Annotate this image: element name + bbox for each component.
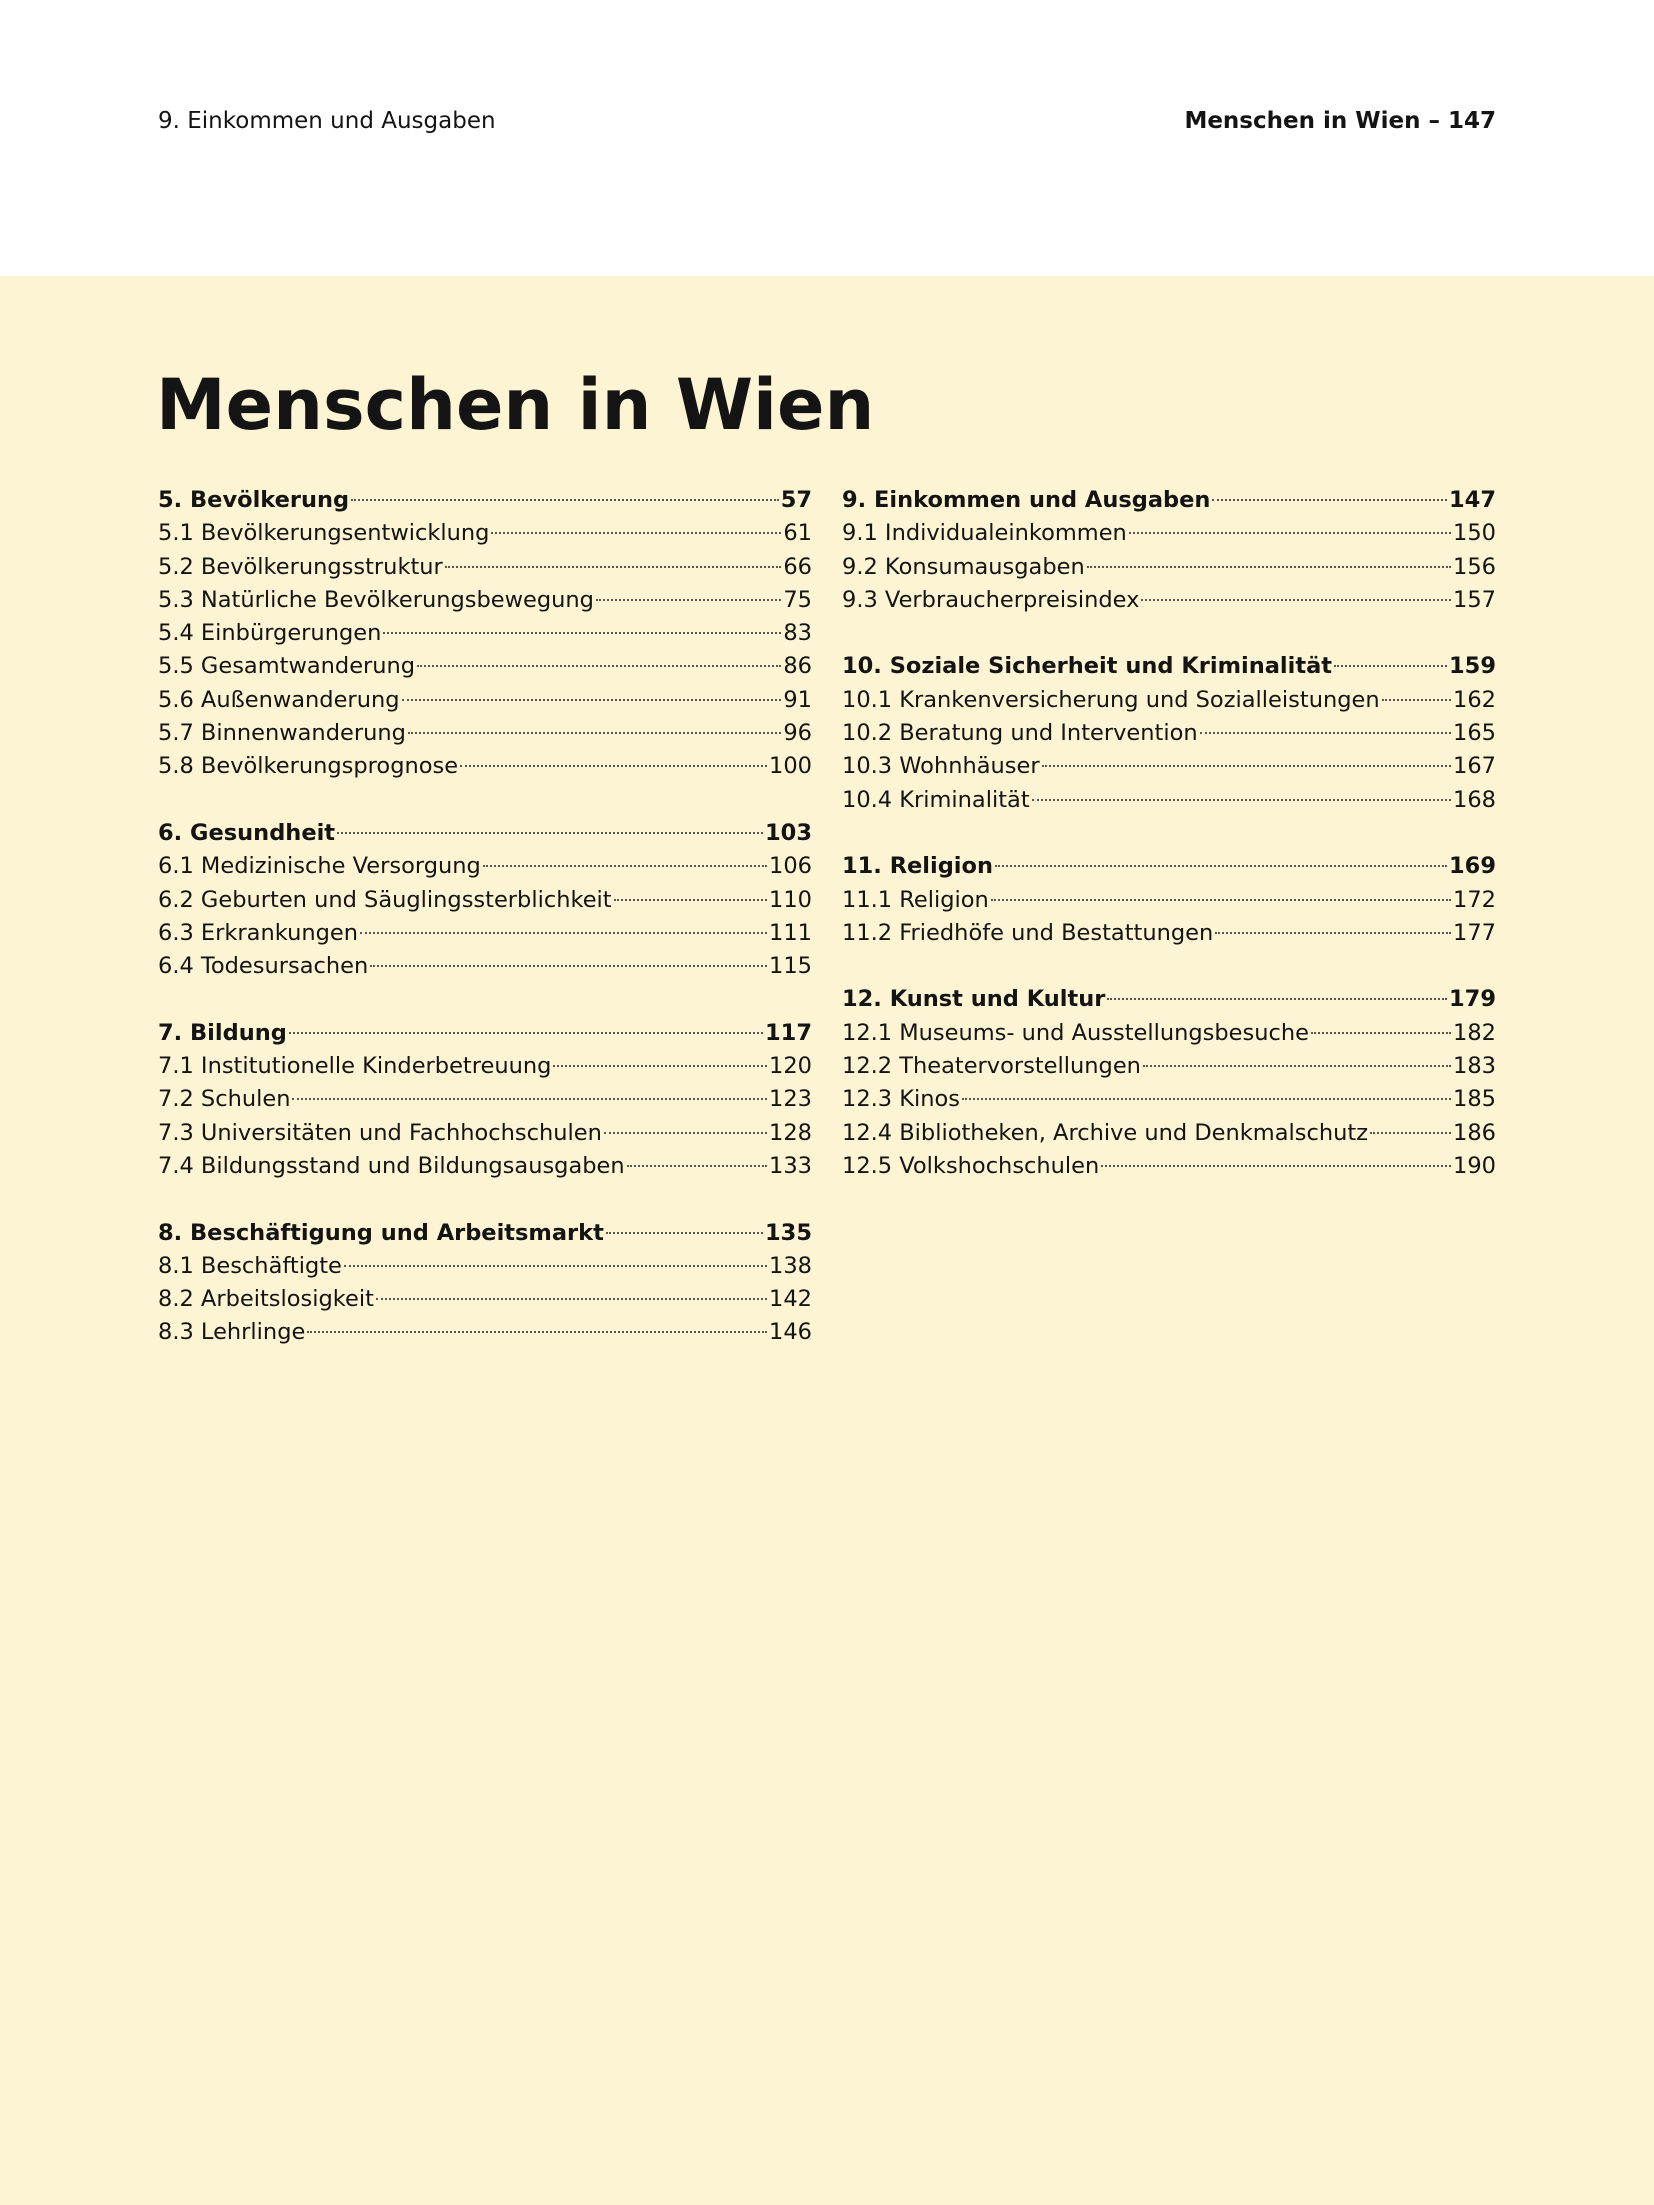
- dot-leader: [995, 865, 1447, 867]
- book-page-label: Menschen in Wien – 147: [1184, 108, 1496, 134]
- toc-page-number: 106: [769, 853, 812, 880]
- dot-leader: [1129, 532, 1451, 534]
- toc-entry[interactable]: [842, 551, 1496, 584]
- toc-page-number: 96: [783, 720, 812, 747]
- dot-leader: [370, 965, 767, 967]
- page-title: Menschen in Wien: [156, 364, 875, 446]
- toc-page-number: 162: [1453, 686, 1496, 713]
- toc-entry-label: 5.4 Einbürgerungen: [158, 620, 382, 647]
- toc-entry-label: 11. Religion: [842, 853, 993, 880]
- toc-page-number: 142: [769, 1286, 812, 1313]
- toc-page-number: 117: [765, 1019, 812, 1046]
- toc-page-number: 111: [769, 919, 812, 946]
- dot-leader: [1032, 799, 1451, 801]
- toc-page-number: 86: [783, 653, 812, 680]
- toc-entry[interactable]: [842, 1017, 1496, 1050]
- toc-section-heading[interactable]: [842, 850, 1496, 883]
- toc-entry-label: 10.2 Beratung und Intervention: [842, 720, 1198, 747]
- toc-page-number: 75: [783, 586, 812, 613]
- chapter-label: 9. Einkommen und Ausgaben: [158, 108, 496, 134]
- toc-page-number: 186: [1453, 1119, 1496, 1146]
- dot-leader: [1215, 932, 1451, 934]
- toc-entry-label: 5.6 Außenwanderung: [158, 686, 400, 713]
- toc-entry-label: 12.3 Kinos: [842, 1086, 961, 1113]
- toc-entry[interactable]: [158, 884, 812, 917]
- dot-leader: [991, 899, 1451, 901]
- dot-leader: [1141, 599, 1451, 601]
- dot-leader: [402, 699, 782, 701]
- dot-leader: [376, 1298, 767, 1300]
- toc-page-number: 179: [1449, 986, 1496, 1013]
- dot-leader: [408, 732, 781, 734]
- toc-entry-label: 9.3 Verbraucherpreisindex: [842, 586, 1140, 613]
- toc-page-number: 133: [769, 1152, 812, 1179]
- toc-entry-label: 7.3 Universitäten und Fachhochschulen: [158, 1119, 602, 1146]
- toc-page-number: 168: [1453, 786, 1496, 813]
- toc-entry-label: 10. Soziale Sicherheit und Kriminalität: [842, 653, 1333, 680]
- toc-entry-label: 10.1 Krankenversicherung und Sozialleistungen: [842, 686, 1380, 713]
- toc-section: [158, 484, 812, 784]
- toc-section-heading[interactable]: [842, 650, 1496, 683]
- toc-entry-label: 12.1 Museums- und Ausstellungsbesuche: [842, 1019, 1309, 1046]
- toc-entry[interactable]: [158, 551, 812, 584]
- toc-entry-label: 12.5 Volkshochschulen: [842, 1152, 1100, 1179]
- toc-entry[interactable]: [842, 917, 1496, 950]
- toc-entry-label: 5.8 Bevölkerungsprognose: [158, 753, 459, 780]
- toc-entry-label: 9. Einkommen und Ausgaben: [842, 487, 1211, 513]
- dot-leader: [445, 566, 782, 568]
- toc-entry[interactable]: [158, 617, 812, 650]
- toc-entry[interactable]: [842, 784, 1496, 817]
- toc-entry-label: 11.2 Friedhöfe und Bestattungen: [842, 919, 1214, 946]
- toc-entry-label: 7. Bildung: [158, 1019, 287, 1046]
- dot-leader: [1382, 699, 1451, 701]
- toc-entry[interactable]: [842, 750, 1496, 783]
- dot-leader: [337, 832, 763, 834]
- toc-entry[interactable]: [158, 584, 812, 617]
- toc-entry[interactable]: [158, 1150, 812, 1183]
- toc-entry-label: 8.1 Beschäftigte: [158, 1252, 342, 1279]
- toc-entry[interactable]: [842, 1083, 1496, 1116]
- toc-entry[interactable]: [842, 1050, 1496, 1083]
- dot-leader: [614, 899, 767, 901]
- toc-entry-label: 5.1 Bevölkerungsentwicklung: [158, 520, 490, 547]
- toc-entry-label: 12. Kunst und Kultur: [842, 986, 1106, 1013]
- dot-leader: [604, 1132, 767, 1134]
- toc-entry-label: 7.1 Institutionelle Kinderbetreuung: [158, 1053, 552, 1080]
- dot-leader: [553, 1065, 767, 1067]
- toc-entry[interactable]: [158, 1083, 812, 1116]
- toc-entry-label: 5.5 Gesamtwanderung: [158, 653, 416, 680]
- toc-section: [158, 1017, 812, 1183]
- dot-leader: [962, 1098, 1451, 1100]
- toc-page-number: 172: [1453, 886, 1496, 913]
- dot-leader: [351, 499, 779, 501]
- dot-leader: [1370, 1132, 1451, 1134]
- toc-entry[interactable]: [158, 717, 812, 750]
- toc-entry-label: 5.3 Natürliche Bevölkerungsbewegung: [158, 586, 594, 613]
- toc-page-number: 110: [769, 886, 812, 913]
- running-header: [158, 108, 1496, 134]
- dot-leader: [292, 1098, 767, 1100]
- dot-leader: [1042, 765, 1451, 767]
- toc-page-number: 167: [1453, 753, 1496, 780]
- toc-entry-label: 10.4 Kriminalität: [842, 786, 1030, 813]
- toc-entry-label: 11.1 Religion: [842, 886, 989, 913]
- toc-entry-label: 8. Beschäftigung und Arbeitsmarkt: [158, 1219, 604, 1246]
- toc-page-number: 190: [1453, 1152, 1496, 1179]
- dot-leader: [307, 1331, 767, 1333]
- toc-page-number: 66: [783, 553, 812, 580]
- toc-entry[interactable]: [842, 684, 1496, 717]
- toc-section-heading[interactable]: [842, 484, 1496, 517]
- dot-leader: [483, 865, 767, 867]
- dot-leader: [596, 599, 781, 601]
- toc-section-heading[interactable]: [842, 983, 1496, 1016]
- toc-entry[interactable]: [158, 850, 812, 883]
- toc-entry[interactable]: [158, 1117, 812, 1150]
- dot-leader: [417, 665, 781, 667]
- dot-leader: [1143, 1065, 1451, 1067]
- toc-entry[interactable]: [158, 1316, 812, 1349]
- toc-entry[interactable]: [842, 1117, 1496, 1150]
- toc-page-number: 182: [1453, 1019, 1496, 1046]
- dot-leader: [383, 632, 781, 634]
- toc-page-number: 83: [783, 620, 812, 647]
- toc-page-number: 138: [769, 1252, 812, 1279]
- toc-entry-label: 5. Bevölkerung: [158, 487, 350, 513]
- toc-entry-label: 6.4 Todesursachen: [158, 953, 369, 980]
- toc-entry[interactable]: [842, 1150, 1496, 1183]
- dot-leader: [460, 765, 767, 767]
- toc-page-number: 165: [1453, 720, 1496, 747]
- toc-page-number: 183: [1453, 1053, 1496, 1080]
- dot-leader: [1087, 566, 1451, 568]
- dot-leader: [1107, 998, 1447, 1000]
- toc-entry-label: 6.3 Erkrankungen: [158, 919, 358, 946]
- toc-column-left: [158, 484, 812, 1383]
- toc-entry-label: 7.4 Bildungsstand und Bildungsausgaben: [158, 1152, 625, 1179]
- toc-page-number: 115: [769, 953, 812, 980]
- toc-section-heading[interactable]: [158, 484, 812, 517]
- toc-entry[interactable]: [158, 650, 812, 683]
- toc-page-number: 123: [769, 1086, 812, 1113]
- toc-section: [842, 650, 1496, 816]
- toc-entry-label: 6.1 Medizinische Versorgung: [158, 853, 481, 880]
- toc-entry-label: 6.2 Geburten und Säuglingssterblichkeit: [158, 886, 612, 913]
- dot-leader: [1200, 732, 1451, 734]
- dot-leader: [1101, 1165, 1451, 1167]
- dot-leader: [1311, 1032, 1451, 1034]
- toc-page-number: 157: [1453, 586, 1496, 613]
- dot-leader: [606, 1232, 763, 1234]
- toc-page-number: 120: [769, 1053, 812, 1080]
- toc-entry[interactable]: [158, 1250, 812, 1283]
- toc-page-number: 100: [769, 753, 812, 780]
- toc-entry[interactable]: [842, 584, 1496, 617]
- toc-page-number: 185: [1453, 1086, 1496, 1113]
- toc-page-number: 150: [1453, 520, 1496, 547]
- toc-entry-label: 5.2 Bevölkerungsstruktur: [158, 553, 443, 580]
- toc-entry[interactable]: [842, 517, 1496, 550]
- dot-leader: [627, 1165, 767, 1167]
- toc-page-number: 169: [1449, 853, 1496, 880]
- toc-entry-label: 9.2 Konsumausgaben: [842, 553, 1085, 580]
- toc-page-number: 91: [783, 686, 812, 713]
- toc-entry-label: 12.4 Bibliotheken, Archive und Denkmalschutz: [842, 1119, 1369, 1146]
- dot-leader: [344, 1265, 767, 1267]
- toc-entry-label: 8.2 Arbeitslosigkeit: [158, 1286, 374, 1313]
- dot-leader: [289, 1032, 763, 1034]
- toc-entry-label: 12.2 Theatervorstellungen: [842, 1053, 1141, 1080]
- toc-entry[interactable]: [158, 750, 812, 783]
- toc-page-number: 156: [1453, 553, 1496, 580]
- toc-entry[interactable]: [158, 1283, 812, 1316]
- dot-leader: [360, 932, 767, 934]
- toc-section: [842, 983, 1496, 1183]
- toc-section-heading[interactable]: [158, 1017, 812, 1050]
- dot-leader: [1334, 665, 1447, 667]
- toc-page-number: 57: [780, 487, 812, 513]
- toc-entry[interactable]: [158, 517, 812, 550]
- toc-section-heading[interactable]: [158, 1217, 812, 1250]
- toc-section: [158, 817, 812, 983]
- toc-entry[interactable]: [158, 684, 812, 717]
- toc-entry-label: 5.7 Binnenwanderung: [158, 720, 406, 747]
- toc-page-number: 128: [769, 1119, 812, 1146]
- toc-section: [158, 1217, 812, 1350]
- toc-page-number: 135: [765, 1219, 812, 1246]
- toc-section-heading[interactable]: [158, 817, 812, 850]
- toc-column-right: [842, 484, 1496, 1217]
- dot-leader: [1212, 499, 1447, 501]
- dot-leader: [491, 532, 781, 534]
- toc-entry-label: 8.3 Lehrlinge: [158, 1319, 306, 1346]
- toc-entry[interactable]: [158, 1050, 812, 1083]
- toc-entry[interactable]: [842, 717, 1496, 750]
- toc-page-number: 103: [765, 819, 812, 846]
- toc-entry-label: 7.2 Schulen: [158, 1086, 291, 1113]
- toc-entry[interactable]: [158, 917, 812, 950]
- toc-page-number: 146: [769, 1319, 812, 1346]
- toc-page-number: 177: [1453, 919, 1496, 946]
- toc-entry-label: 9.1 Individualeinkommen: [842, 520, 1127, 547]
- toc-entry-label: 10.3 Wohnhäuser: [842, 753, 1040, 780]
- toc-page-number: 147: [1449, 487, 1496, 513]
- toc-entry-label: 6. Gesundheit: [158, 819, 336, 846]
- toc-page-number: 159: [1449, 653, 1496, 680]
- toc-page-number: 61: [783, 520, 812, 547]
- toc-section: [842, 850, 1496, 950]
- toc-section: [842, 484, 1496, 617]
- toc-entry[interactable]: [158, 950, 812, 983]
- toc-entry[interactable]: [842, 884, 1496, 917]
